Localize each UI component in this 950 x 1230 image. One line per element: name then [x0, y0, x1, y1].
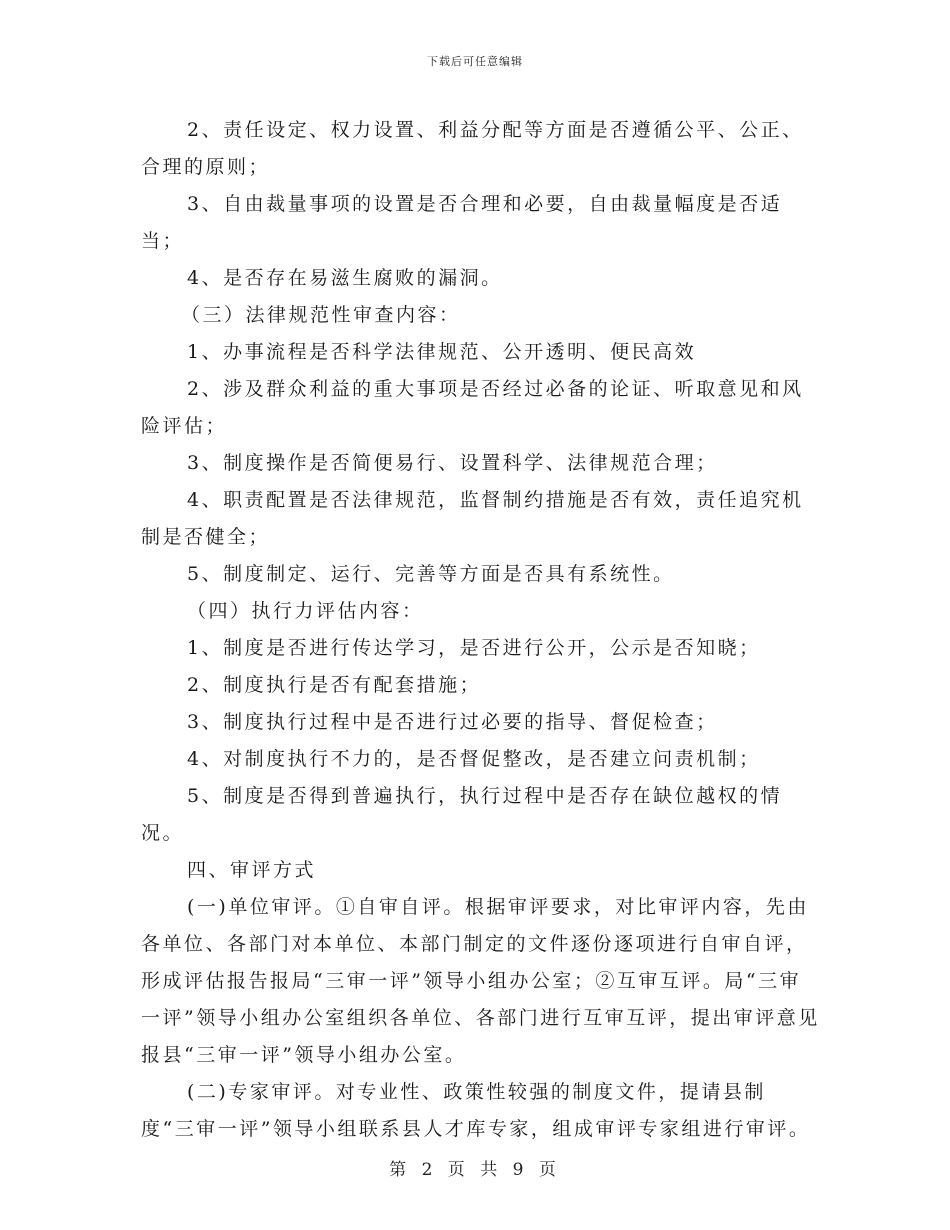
paragraph-2: 3、自由裁量事项的设置是否合理和必要，自由裁量幅度是否适当； [141, 193, 783, 252]
paragraph-5: 1、办事流程是否科学法律规范、公开透明、便民高效 [187, 341, 697, 363]
page-footer: 第 2 页 共 9 页 [389, 1160, 561, 1180]
paragraph-13: 3、制度执行过程中是否进行过必要的指导、督促检查； [187, 711, 718, 733]
section-heading-review-methods: 四、审评方式 [187, 859, 317, 881]
paragraph-8: 4、职责配置是否法律规范，监督制约措施是否有效，责任追究机制是否健全； [141, 489, 804, 548]
paragraph-6: 2、涉及群众利益的重大事项是否经过必备的论证、听取意见和风险评估； [141, 378, 804, 437]
section-heading-4: （四）执行力评估内容： [187, 600, 424, 622]
paragraph-12: 2、制度执行是否有配套措施； [187, 674, 482, 696]
paragraph-1: 2、责任设定、权力设置、利益分配等方面是否遵循公平、公正、合理的原则； [141, 119, 804, 178]
paragraph-15: 5、制度是否得到普遍执行，执行过程中是否存在缺位越权的情况。 [141, 785, 783, 844]
paragraph-3: 4、是否存在易滋生腐败的漏洞。 [187, 267, 503, 289]
paragraph-11: 1、制度是否进行传达学习，是否进行公开，公示是否知晓； [187, 637, 761, 659]
paragraph-18: (二)专家审评。对专业性、政策性较强的制度文件，提请县制度“三审一评”领导小组联系县人才库专家，组成审评专家组进行审评。 [141, 1081, 811, 1140]
section-heading-3: （三）法律规范性审查内容： [181, 304, 461, 326]
page-header: 下载后可任意编辑 [427, 55, 523, 68]
paragraph-7: 3、制度操作是否简便易行、设置科学、法律规范合理； [187, 452, 718, 474]
paragraph-14: 4、对制度执行不力的，是否督促整改，是否建立问责机制； [187, 748, 761, 770]
document-body [141, 112, 821, 1148]
paragraph-17: (一)单位审评。①自审自评。根据审评要求，对比审评内容，先由各单位、各部门对本单位、本部门制定的文件逐份逐项进行自审自评，形成评估报告报局“三审一评”领导小组办公室；②互审互评。局“三审一评”领导小组办公室组织各单位、各部门进行互审互评，提出审评意见报县“三审一评”领导小组办公室。 [141, 896, 820, 1066]
paragraph-9: 5、制度制定、运行、完善等方面是否具有系统性。 [187, 563, 675, 585]
